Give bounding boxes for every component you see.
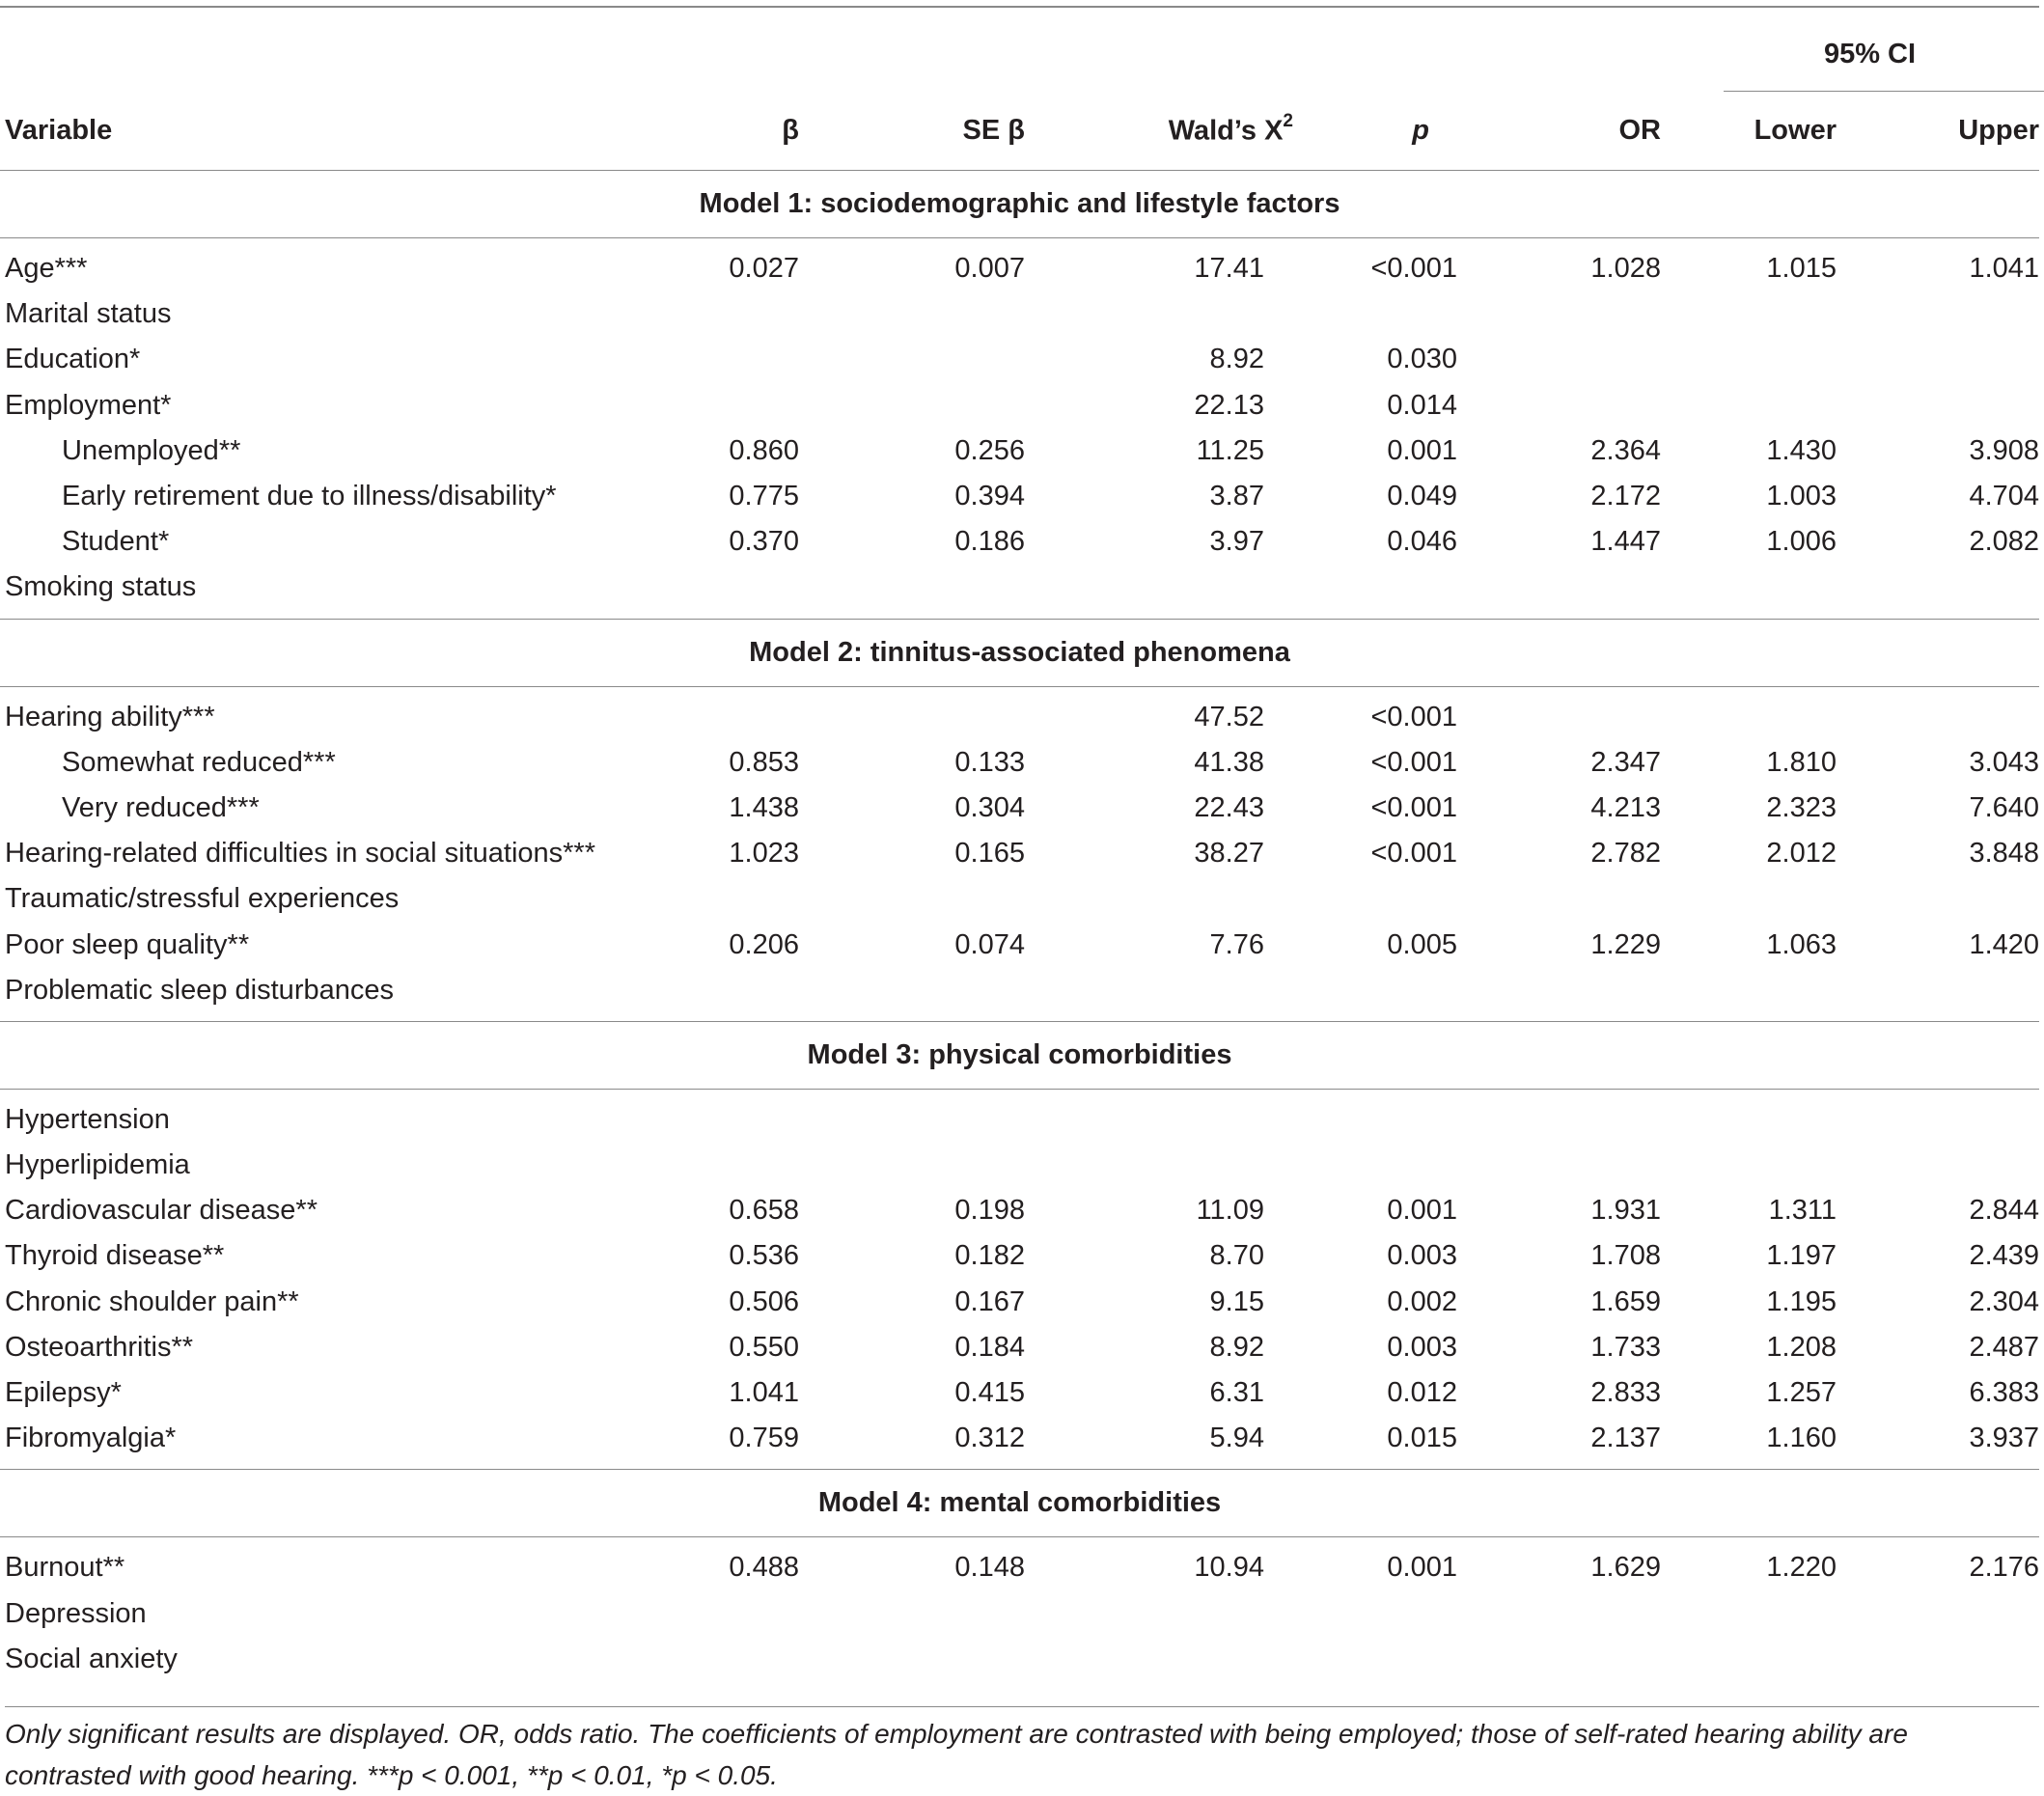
cell-lower: 1.430 [1766,434,1837,466]
cell-or [1511,383,1700,428]
cell-or [1511,1637,1700,1690]
cell-wald: 7.76 [1209,928,1264,960]
cell-p [1303,968,1511,1022]
cell-variable: Education* [5,344,141,375]
cell-lower [1700,876,1908,922]
cell-lower [1700,1637,1908,1690]
model-heading: Model 1: sociodemographic and lifestyle factors [699,188,1340,219]
cell-se-beta [855,876,1048,922]
cell-variable: Student* [62,526,170,558]
cell-se-beta [855,1143,1048,1188]
cell-wald: 17.41 [1194,253,1264,285]
cell-beta: 0.206 [729,928,799,960]
cell-beta: 0.506 [729,1285,799,1317]
cell-wald [1048,565,1303,619]
cell-beta [627,337,855,382]
cell-lower [1700,1143,1908,1188]
cell-wald: 3.97 [1209,526,1264,558]
cell-beta [627,1143,855,1188]
cell-p: 0.001 [1387,1195,1457,1227]
ci-group-label: 95% CI [1823,39,1917,69]
cell-se-beta: 0.133 [954,746,1025,778]
cell-p [1303,1591,1511,1637]
cell-variable: Problematic sleep disturbances [5,974,394,1006]
cell-lower: 1.195 [1766,1285,1837,1317]
cell-beta: 0.860 [729,434,799,466]
cell-variable: Burnout** [5,1552,125,1584]
cell-se-beta: 0.312 [954,1423,1025,1454]
cell-variable: Osteoarthritis** [5,1331,194,1363]
cell-variable: Social anxiety [5,1643,178,1674]
cell-upper [1908,1637,2039,1690]
cell-p: <0.001 [1370,791,1457,823]
cell-or [1511,565,1700,619]
cell-wald [1048,1591,1303,1637]
cell-beta: 0.658 [729,1195,799,1227]
model-heading-row [0,619,2039,686]
cell-beta [627,1637,855,1690]
header-row-columns [0,92,2039,171]
cell-lower [1700,383,1908,428]
cell-upper: 7.640 [1969,791,2040,823]
table-row [0,291,2039,337]
table-row [0,1089,2039,1143]
cell-p: 0.005 [1387,928,1457,960]
wald-superscript: 2 [1283,111,1293,132]
table-row [0,428,2039,474]
cell-variable: Age*** [5,253,88,285]
table-row [0,831,2039,876]
cell-se-beta [855,1637,1048,1690]
cell-p: 0.014 [1387,389,1457,421]
model-heading-row [0,1470,2039,1537]
cell-or: 2.137 [1590,1423,1661,1454]
cell-se-beta: 0.304 [954,791,1025,823]
cell-se-beta: 0.165 [954,838,1025,870]
cell-beta [627,968,855,1022]
table-row [0,740,2039,786]
cell-variable: Cardiovascular disease** [5,1195,318,1227]
cell-lower [1700,1089,1908,1143]
table-row [0,686,2039,740]
table-row [0,1280,2039,1325]
cell-lower: 1.015 [1766,253,1837,285]
table-row [0,519,2039,565]
cell-or: 2.833 [1590,1377,1661,1409]
cell-beta [627,1591,855,1637]
cell-or: 1.629 [1590,1552,1661,1584]
cell-lower [1700,686,1908,740]
cell-upper [1908,337,2039,382]
cell-beta [627,291,855,337]
cell-variable: Chronic shoulder pain** [5,1285,299,1317]
cell-p: 0.015 [1387,1423,1457,1454]
cell-or: 2.782 [1590,838,1661,870]
cell-wald [1048,1637,1303,1690]
model-heading: Model 3: physical comorbidities [807,1038,1232,1070]
cell-p: 0.001 [1387,434,1457,466]
cell-or [1511,291,1700,337]
cell-variable: Thyroid disease** [5,1240,225,1272]
cell-or [1511,968,1700,1022]
cell-wald: 6.31 [1209,1377,1264,1409]
table-row [0,1537,2039,1591]
table-row [0,565,2039,619]
cell-wald: 3.87 [1209,481,1264,512]
cell-variable: Hearing-related difficulties in social situations*** [5,838,596,870]
cell-p: 0.046 [1387,526,1457,558]
cell-or: 4.213 [1590,791,1661,823]
cell-upper [1908,686,2039,740]
cell-variable: Epilepsy* [5,1377,122,1409]
cell-beta [627,383,855,428]
cell-p: 0.002 [1387,1285,1457,1317]
cell-upper [1908,291,2039,337]
cell-wald: 8.92 [1209,344,1264,375]
cell-variable: Smoking status [5,571,197,603]
cell-or: 1.733 [1590,1331,1661,1363]
model-heading-row [0,171,2039,238]
cell-wald [1048,1143,1303,1188]
cell-p: <0.001 [1370,838,1457,870]
cell-lower: 1.220 [1766,1552,1837,1584]
cell-variable: Fibromyalgia* [5,1423,177,1454]
cell-p: <0.001 [1370,746,1457,778]
cell-upper: 2.439 [1969,1240,2040,1272]
table-row [0,1233,2039,1279]
cell-p: <0.001 [1370,701,1457,732]
cell-wald [1048,1089,1303,1143]
cell-beta: 0.550 [729,1331,799,1363]
col-header-upper: Upper [1958,115,2040,146]
cell-lower [1700,337,1908,382]
cell-lower: 1.160 [1766,1423,1837,1454]
cell-p [1303,565,1511,619]
cell-variable: Very reduced*** [62,791,260,823]
cell-wald: 38.27 [1194,838,1264,870]
cell-upper: 3.908 [1969,434,2040,466]
cell-variable: Marital status [5,298,172,330]
cell-upper [1908,1591,2039,1637]
cell-or: 1.447 [1590,526,1661,558]
cell-se-beta: 0.182 [954,1240,1025,1272]
logistic-regression-table [0,6,2039,1690]
cell-variable: Hearing ability*** [5,701,215,732]
col-header-beta: β [782,115,799,146]
cell-variable: Somewhat reduced*** [62,746,336,778]
cell-or: 1.659 [1590,1285,1661,1317]
cell-beta [627,686,855,740]
cell-lower: 1.063 [1766,928,1837,960]
cell-beta: 1.041 [729,1377,799,1409]
table-row [0,1416,2039,1470]
cell-wald: 8.92 [1209,1331,1264,1363]
cell-or: 1.028 [1590,253,1661,285]
cell-upper: 3.937 [1969,1423,2040,1454]
cell-se-beta: 0.074 [954,928,1025,960]
cell-se-beta: 0.007 [954,253,1025,285]
cell-se-beta: 0.186 [954,526,1025,558]
cell-se-beta [855,968,1048,1022]
model-heading-row [0,1021,2039,1089]
cell-beta [627,876,855,922]
ci-group-rule [1724,91,2044,92]
cell-se-beta [855,337,1048,382]
cell-wald: 22.43 [1194,791,1264,823]
table-footnote: Only significant results are displayed. OR, odds ratio. The coefficients of employment are contrasted with being employed; those of self-rated hearing ability are contrasted with good hearing. ***p < 0.001, **p < 0.01, *p < 0.05. [5,1706,2039,1796]
cell-upper: 2.176 [1969,1552,2040,1584]
cell-se-beta: 0.256 [954,434,1025,466]
cell-upper: 2.487 [1969,1331,2040,1363]
cell-upper [1908,968,2039,1022]
cell-p: 0.003 [1387,1240,1457,1272]
cell-upper: 1.041 [1969,253,2040,285]
col-header-se-beta: SE β [962,115,1025,146]
cell-se-beta: 0.415 [954,1377,1025,1409]
cell-se-beta [855,565,1048,619]
cell-p [1303,876,1511,922]
cell-or [1511,1089,1700,1143]
cell-p: 0.049 [1387,481,1457,512]
cell-wald: 11.09 [1196,1195,1264,1227]
cell-upper [1908,565,2039,619]
cell-p: 0.003 [1387,1331,1457,1363]
table-row [0,1637,2039,1690]
cell-upper: 2.844 [1969,1195,2040,1227]
table-row [0,1591,2039,1637]
cell-p: 0.030 [1387,344,1457,375]
cell-se-beta: 0.148 [954,1552,1025,1584]
col-header-or: OR [1618,115,1661,146]
cell-lower: 1.197 [1766,1240,1837,1272]
cell-se-beta: 0.184 [954,1331,1025,1363]
cell-or [1511,337,1700,382]
cell-wald: 5.94 [1209,1423,1264,1454]
cell-wald: 8.70 [1209,1240,1264,1272]
cell-lower: 2.012 [1766,838,1837,870]
cell-or [1511,686,1700,740]
cell-wald: 11.25 [1196,434,1264,466]
cell-se-beta [855,1591,1048,1637]
cell-or: 2.364 [1590,434,1661,466]
cell-or: 1.229 [1590,928,1661,960]
cell-upper: 3.848 [1969,838,2040,870]
cell-lower [1700,565,1908,619]
cell-wald [1048,968,1303,1022]
cell-or: 1.708 [1590,1240,1661,1272]
cell-p: <0.001 [1370,253,1457,285]
cell-p [1303,291,1511,337]
cell-beta [627,565,855,619]
cell-or: 2.172 [1590,481,1661,512]
table-row [0,383,2039,428]
table-row [0,238,2039,292]
cell-lower: 1.208 [1766,1331,1837,1363]
cell-upper: 1.420 [1969,928,2040,960]
cell-lower: 1.006 [1766,526,1837,558]
cell-lower [1700,291,1908,337]
cell-variable: Depression [5,1597,147,1629]
cell-lower: 2.323 [1766,791,1837,823]
cell-beta: 1.023 [729,838,799,870]
cell-upper [1908,1143,2039,1188]
header-row-ci [0,7,2039,92]
cell-wald [1048,876,1303,922]
cell-se-beta: 0.394 [954,481,1025,512]
table-body [0,171,2039,1690]
cell-or: 2.347 [1590,746,1661,778]
cell-beta [627,1089,855,1143]
cell-p [1303,1637,1511,1690]
table-row [0,876,2039,922]
cell-beta: 0.488 [729,1552,799,1584]
cell-lower: 1.311 [1768,1195,1837,1227]
cell-wald: 10.94 [1194,1552,1264,1584]
table-row [0,1143,2039,1188]
cell-upper: 4.704 [1969,481,2040,512]
p-label: p [1412,115,1429,146]
cell-se-beta: 0.198 [954,1195,1025,1227]
cell-upper [1908,1089,2039,1143]
cell-variable: Poor sleep quality** [5,928,250,960]
cell-upper: 2.082 [1969,526,2040,558]
cell-p [1303,1089,1511,1143]
cell-lower: 1.257 [1766,1377,1837,1409]
cell-variable: Early retirement due to illness/disability* [62,481,557,512]
cell-beta: 0.536 [729,1240,799,1272]
cell-variable: Traumatic/stressful experiences [5,883,400,915]
table-row [0,1325,2039,1370]
col-header-lower: Lower [1754,115,1837,146]
cell-upper [1908,383,2039,428]
cell-beta: 1.438 [729,791,799,823]
table-row [0,786,2039,831]
table-row [0,968,2039,1022]
table-row [0,337,2039,382]
cell-upper: 2.304 [1969,1285,2040,1317]
cell-wald: 22.13 [1194,389,1264,421]
cell-or [1511,876,1700,922]
cell-variable: Hyperlipidemia [5,1149,190,1181]
wald-label: Wald’s X [1168,115,1284,147]
cell-se-beta [855,686,1048,740]
cell-upper: 6.383 [1969,1377,2040,1409]
cell-se-beta [855,383,1048,428]
cell-p: 0.001 [1387,1552,1457,1584]
cell-or: 1.931 [1590,1195,1661,1227]
model-heading: Model 2: tinnitus-associated phenomena [749,636,1290,668]
cell-upper: 3.043 [1969,746,2040,778]
table-row [0,1188,2039,1233]
cell-se-beta [855,1089,1048,1143]
cell-variable: Employment* [5,389,172,421]
table-row [0,1370,2039,1416]
cell-beta: 0.853 [729,746,799,778]
cell-lower: 1.810 [1766,746,1837,778]
model-heading: Model 4: mental comorbidities [817,1487,1222,1519]
cell-beta: 0.759 [729,1423,799,1454]
cell-beta: 0.370 [729,526,799,558]
table-header [0,7,2039,171]
cell-beta: 0.775 [729,481,799,512]
cell-or [1511,1591,1700,1637]
col-header-wald [1048,92,1303,171]
cell-beta: 0.027 [729,253,799,285]
cell-lower [1700,1591,1908,1637]
cell-variable: Hypertension [5,1103,170,1135]
cell-or [1511,1143,1700,1188]
col-header-variable: Variable [5,115,113,146]
cell-se-beta [855,291,1048,337]
cell-lower: 1.003 [1766,481,1837,512]
cell-upper [1908,876,2039,922]
table-row [0,474,2039,519]
table-row [0,922,2039,967]
cell-p [1303,1143,1511,1188]
cell-variable: Unemployed** [62,434,241,466]
cell-p: 0.012 [1387,1377,1457,1409]
cell-wald: 41.38 [1194,746,1264,778]
col-header-p [1303,92,1511,171]
cell-wald: 47.52 [1194,701,1264,732]
ci-group-header [1700,7,2039,92]
cell-se-beta: 0.167 [954,1285,1025,1317]
cell-wald [1048,291,1303,337]
cell-wald: 9.15 [1209,1285,1264,1317]
cell-lower [1700,968,1908,1022]
